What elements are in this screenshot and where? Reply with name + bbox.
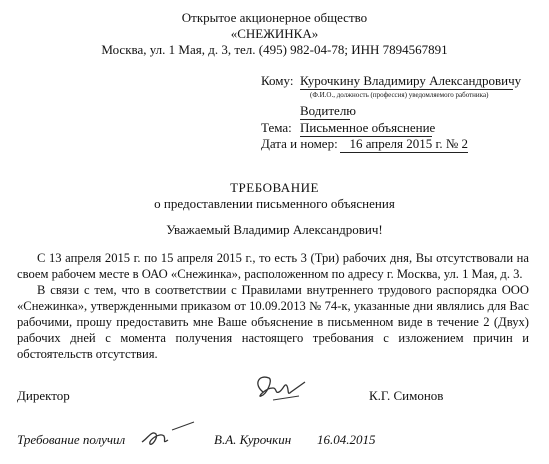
signer-role: Директор xyxy=(17,388,70,403)
body-text xyxy=(17,250,529,362)
date-label: Дата и номер: xyxy=(261,136,338,151)
to-hint: (Ф.И.О., должность (профессия) уведомляемого работника) xyxy=(310,91,489,99)
to-value: Курочкину Владимиру Александровичу xyxy=(300,73,522,88)
document-title: ТРЕБОВАНИЕ xyxy=(230,180,319,195)
receiver-name: В.А. Курочкин xyxy=(214,432,292,447)
receiver-signature xyxy=(138,418,200,452)
topic-value: Письменное объяснение xyxy=(300,120,436,135)
to-label: Кому: xyxy=(261,73,294,88)
position-value: Водителю xyxy=(300,103,357,118)
topic-label: Тема: xyxy=(261,120,292,135)
body-paragraph-2: В связи с тем, что в соответствии с Правилами внутреннего трудового распорядка ООО «Снежинка», утвержденными приказом от 10.09.2013 № 74-к, указанные дни являлись для Вас рабочими, прошу предоставить мне Ваше объяснение в письменном виде в течение 2 (Двух) рабочих дней с момента получения настоящего требования с изложением причин и обстоятельств отсутствия. xyxy=(17,283,529,361)
company-address: Москва, ул. 1 Мая, д. 3, тел. (495) 982-04-78; ИНН 7894567891 xyxy=(101,42,448,57)
director-signature xyxy=(243,370,311,404)
receipt-label: Требование получил xyxy=(17,432,126,447)
date-value: 16 апреля 2015 г. № 2 xyxy=(340,136,468,153)
receipt-date: 16.04.2015 xyxy=(317,432,376,447)
body-paragraph-1: С 13 апреля 2015 г. по 15 апреля 2015 г., то есть 3 (Три) рабочих дня, Вы отсутствовали на своем рабочем месте в ОАО «Снежинка», расположенном по адресу г. Москва, ул. 1 Мая, д. 3. xyxy=(17,251,529,281)
company-name: «СНЕЖИНКА» xyxy=(230,26,319,41)
greeting: Уважаемый Владимир Александрович! xyxy=(166,222,383,237)
company-type: Открытое акционерное общество xyxy=(181,10,368,25)
signer-name: К.Г. Симонов xyxy=(369,388,444,403)
document-subtitle: о предоставлении письменного объяснения xyxy=(154,196,395,211)
